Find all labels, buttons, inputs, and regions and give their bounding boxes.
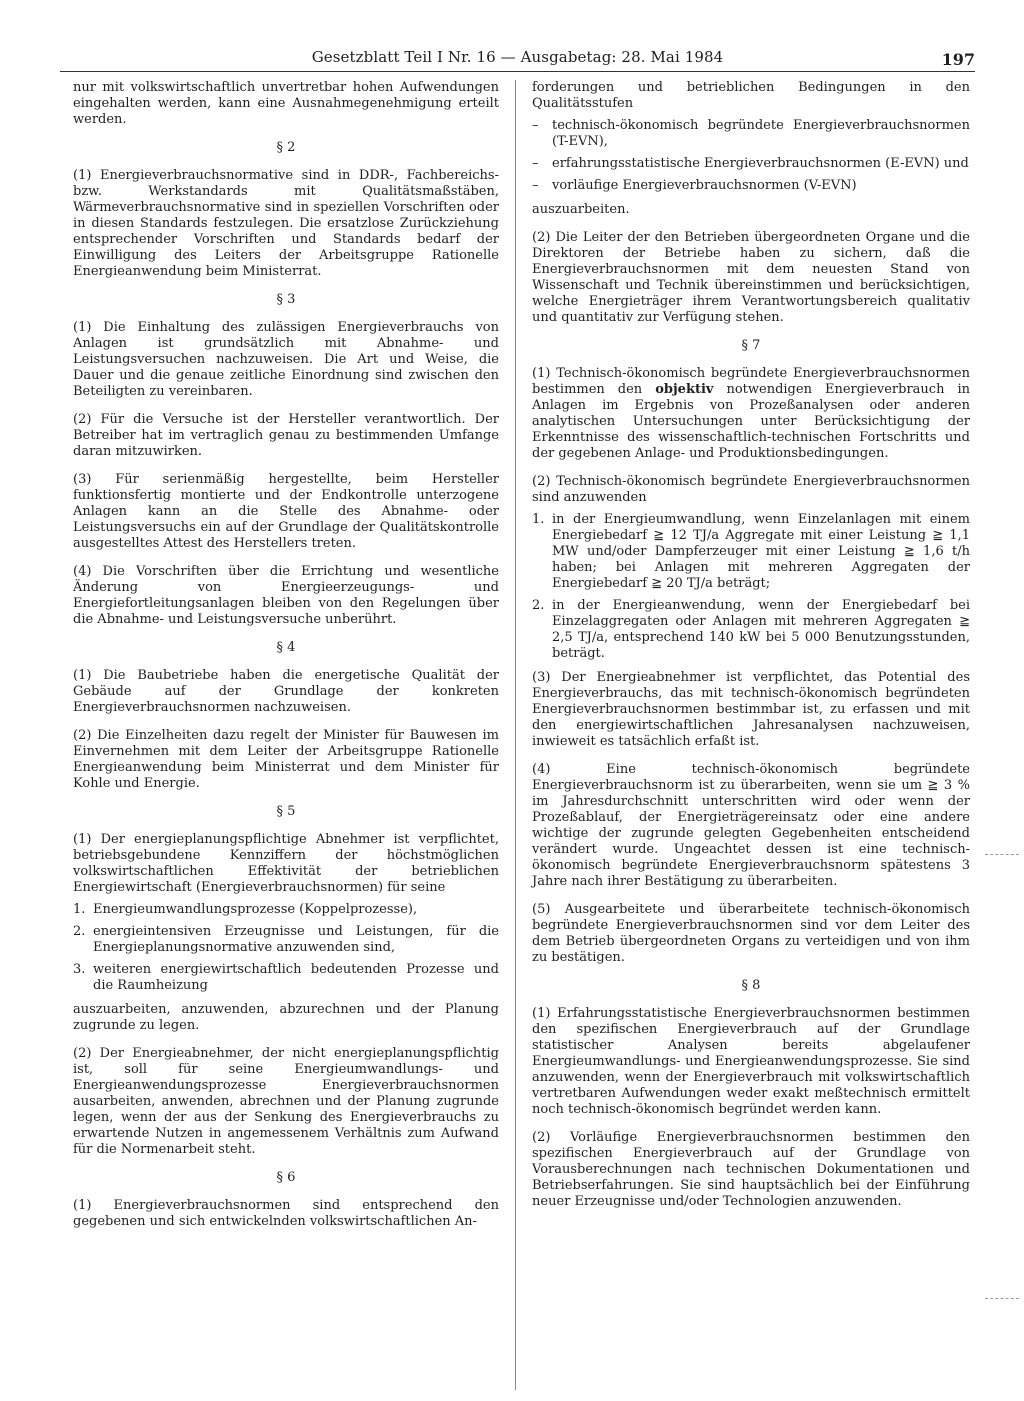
list-number: 3. [73,962,86,977]
paragraph-s7-1 [532,366,970,462]
list-text: weiteren energiewirtschaftlich bedeutenden Prozesse und die Raumheizung [93,962,499,993]
paragraph-s8-1: (1) Erfahrungsstatistische Energieverbrauchsnormen bestimmen den spezifischen Energieverbrauch auf der Grundlage statistischer Analysen bereits abgelaufener Energieumwandlungs- und Energieanwendungsprozesse. Sie sind anzuwenden, wenn der Energieverbrauch mit volkswirtschaftlich vertretbaren Aufwendungen weder exakt meßtechnisch ermittelt noch technisch-ökonomisch begründet werden kann. [532,1006,970,1117]
section-heading-8: § 8 [741,978,761,993]
paragraph-s4-2: (2) Die Einzelheiten dazu regelt der Minister für Bauwesen im Einvernehmen mit dem Leiter der Arbeitsgruppe Rationelle Energieanwendung beim Ministerrat und dem Minister für Kohle und Energie. [73,728,499,791]
quality-levels-list [532,118,970,194]
section-heading-3: § 3 [276,292,296,307]
paragraph-s4-1: (1) Die Baubetriebe haben die energetische Qualität der Gebäude auf der Grundlage der konkreten Energieverbrauchsnormen nachzuweisen. [73,668,499,715]
header-rule [60,71,975,72]
paragraph-s5-1: (1) Der energieplanungspflichtige Abnehmer ist verpflichtet, betriebsgebundene Kennziffern der höchstmöglichen volkswirtschaftlichen Effektivität der betrieblichen Energiewirtschaft (Energieverbrauchsnormen) für seine [73,832,499,895]
paragraph-s6-1: (1) Energieverbrauchsnormen sind entsprechend den gegebenen und sich entwickelnden volkswirtschaftlichen An- [73,1198,499,1229]
emphasis-objektiv: objektiv [655,382,714,397]
left-column [73,80,499,1242]
list-item [73,902,499,918]
right-column [532,80,970,1222]
margin-mark [985,854,1019,855]
paragraph-s8-2: (2) Vorläufige Energieverbrauchsnormen bestimmen den spezifischen Energieverbrauch auf der Grundlage von Vorausberechnungen nach technischen Dokumentationen und Betriebserfahrungen. Sie sind hauptsächlich bei der Einführung neuer Erzeugnisse und/oder Technologien anzuwenden. [532,1130,970,1209]
list-item: – erfahrungsstatistische Energieverbrauchsnormen (E-EVN) und [532,156,970,172]
paragraph-s3-4: (4) Die Vorschriften über die Errichtung und wesentliche Änderung von Energieerzeugungs- und Energiefortleitungsanlagen bleiben von den Regelungen über die Abnahme- und Leistungsversuche unberührt. [73,564,499,627]
list-number: 2. [532,598,545,613]
section-heading-7: § 7 [741,338,761,353]
section-heading-6: § 6 [276,1170,296,1185]
paragraph-s6-1-end: auszuarbeiten. [532,202,630,217]
list-text: energieintensiven Erzeugnisse und Leistungen, für die Energieplanungsnormative anzuwenden sind, [93,924,499,955]
list-item [73,962,499,994]
paragraph-s6-2: (2) Die Leiter der den Betrieben übergeordneten Organe und die Direktoren der Betriebe haben zu sichern, daß die Energieverbrauchsnormen mit dem neuesten Stand von Wissenschaft und Technik übereinstimmen und berücksichtigen, welche Energieträger ihrem Verantwortungsbereich qualitativ und quantitativ zur Verfügung stehen. [532,230,970,325]
paragraph-s6-1-cont: forderungen und betrieblichen Bedingungen in den Qualitätsstufen [532,80,970,111]
section-heading-4: § 4 [276,640,296,655]
paragraph-intro: nur mit volkswirtschaftlich unvertretbar hohen Aufwendungen eingehalten werden, kann eine Ausnahmegenehmigung erteilt werden. [73,80,499,127]
page-header [60,46,975,74]
paragraph-s3-1: (1) Die Einhaltung des zulässigen Energieverbrauchs von Anlagen ist grundsätzlich mit Abnahme- und Leistungsversuchen nachzuweisen. Die Art und Weise, die Dauer und die genaue zeitliche Einordnung sind zwischen den Beteiligten zu vereinbaren. [73,320,499,399]
s7-numbered-list [532,512,970,662]
list-item [532,598,970,662]
list-item: – technisch-ökonomisch begründete Energieverbrauchsnormen (T-EVN), [532,118,970,150]
list-text: Energieumwandlungsprozesse (Koppelprozesse), [93,902,418,917]
paragraph-s3-3: (3) Für serienmäßig hergestellte, beim Hersteller funktionsfertig montierte und der Endkontrolle unterzogene Anlagen kann an die Stelle des Abnahme- oder Leistungsversuchs ein auf der Grundlage der Qualitätskontrolle ausgestelltes Attest des Herstellers treten. [73,472,499,551]
paragraph-s2-1: (1) Energieverbrauchsnormative sind in DDR-, Fachbereichs- bzw. Werkstandards mit Qualitätsmaßstäben, Wärmeverbrauchsnormative sind in speziellen Vorschriften oder in diesen Standards festzulegen. Die ersatzlose Zurückziehung entsprechender Vorschriften und Standards bedarf der Einwilligung des Leiters der Arbeitsgruppe Rationelle Energieanwendung beim Ministerrat. [73,168,499,279]
paragraph-s3-2: (2) Für die Versuche ist der Hersteller verantwortlich. Der Betreiber hat im vertraglich genau zu bestimmenden Umfange daran mitzuwirken. [73,412,499,459]
s5-numbered-list [73,902,499,994]
list-text: in der Energieumwandlung, wenn Einzelanlagen mit einem Energiebedarf ≧ 12 TJ/a Aggregate mit einer Leistung ≧ 1,1 MW und/oder Dampferzeuger mit einer Leistung ≧ 1,6 t/h haben; bei Anlagen mit mehreren Aggregaten der Energiebedarf ≧ 20 TJ/a beträgt; [552,512,970,591]
list-item [73,924,499,956]
column-divider [515,80,516,1390]
list-number: 2. [73,924,86,939]
list-item [532,512,970,592]
list-text: in der Energieanwendung, wenn der Energiebedarf bei Einzelaggregaten oder Anlagen mit mehreren Aggregaten ≧ 2,5 TJ/a, entsprechend 140 kW bei 5 000 Benutzungsstunden, beträgt. [552,598,970,661]
page-number: 197 [941,50,975,69]
list-number: 1. [532,512,545,527]
text-span: notwendigen Energieverbrauch in Anlagen im Ergebnis von Prozeßanalysen oder anderen analytischen Untersuchungen unter Berücksichtigung der Erkenntnisse des wissenschaftlich-technischen Fortschritts und der gegebenen Anlage- und Produktionsbedingungen. [532,382,970,461]
gazette-title: Gesetzblatt Teil I Nr. 16 — Ausgabetag: 28. Mai 1984 [311,48,724,66]
paragraph-s7-2: (2) Technisch-ökonomisch begründete Energieverbrauchsnormen sind anzuwenden [532,474,970,505]
paragraph-s5-2: (2) Der Energieabnehmer, der nicht energieplanungspflichtig ist, soll für seine Energieumwandlungs- und Energieanwendungsprozesse Energieverbrauchsnormen ausarbeiten, anwenden, abrechnen und der Planung zugrunde legen, wenn der aus der Senkung des Energieverbrauchs zu erwartende Nutzen in angemessenem Verhältnis zum Aufwand für die Normenarbeit steht. [73,1046,499,1157]
margin-mark [985,1298,1019,1299]
paragraph-s5-1-end: auszuarbeiten, anzuwenden, abzurechnen und der Planung zugrunde zu legen. [73,1002,499,1033]
paragraph-s7-5: (5) Ausgearbeitete und überarbeitete technisch-ökonomisch begründete Energieverbrauchsnormen sind vor dem Leiter des dem Betrieb übergeordneten Organs zu verteidigen und von ihm zu bestätigen. [532,902,970,965]
list-item: – vorläufige Energieverbrauchsnormen (V-EVN) [532,178,970,194]
section-heading-5: § 5 [276,804,296,819]
list-number: 1. [73,902,86,917]
paragraph-s7-3: (3) Der Energieabnehmer ist verpflichtet, das Potential des Energieverbrauchs, das mit technisch-ökonomisch begründeten Energieverbrauchsnormen bestimmbar ist, zu erfassen und mit den energiewirtschaftlichen Jahresanalysen nachzuweisen, inwieweit es tatsächlich erfaßt ist. [532,670,970,749]
text-span: (1) Technisch-ökonomisch begründete Energieverbrauchsnormen bestimmen den [532,366,970,397]
section-heading-2: § 2 [276,140,296,155]
paragraph-s7-4: (4) Eine technisch-ökonomisch begründete Energieverbrauchsnorm ist zu überarbeiten, wenn sie um ≧ 3 % im Jahresdurchschnitt unterschritten wird oder wenn der Prozeßablauf, der Energieträgereinsatz oder eine andere wichtige der zugrunde gelegten Gegebenheiten entscheidend verändert wurde. Ungeachtet dessen ist eine technisch-ökonomisch begründete Energieverbrauchsnorm spätestens 3 Jahre nach ihrer Bestätigung zu überarbeiten. [532,762,970,889]
